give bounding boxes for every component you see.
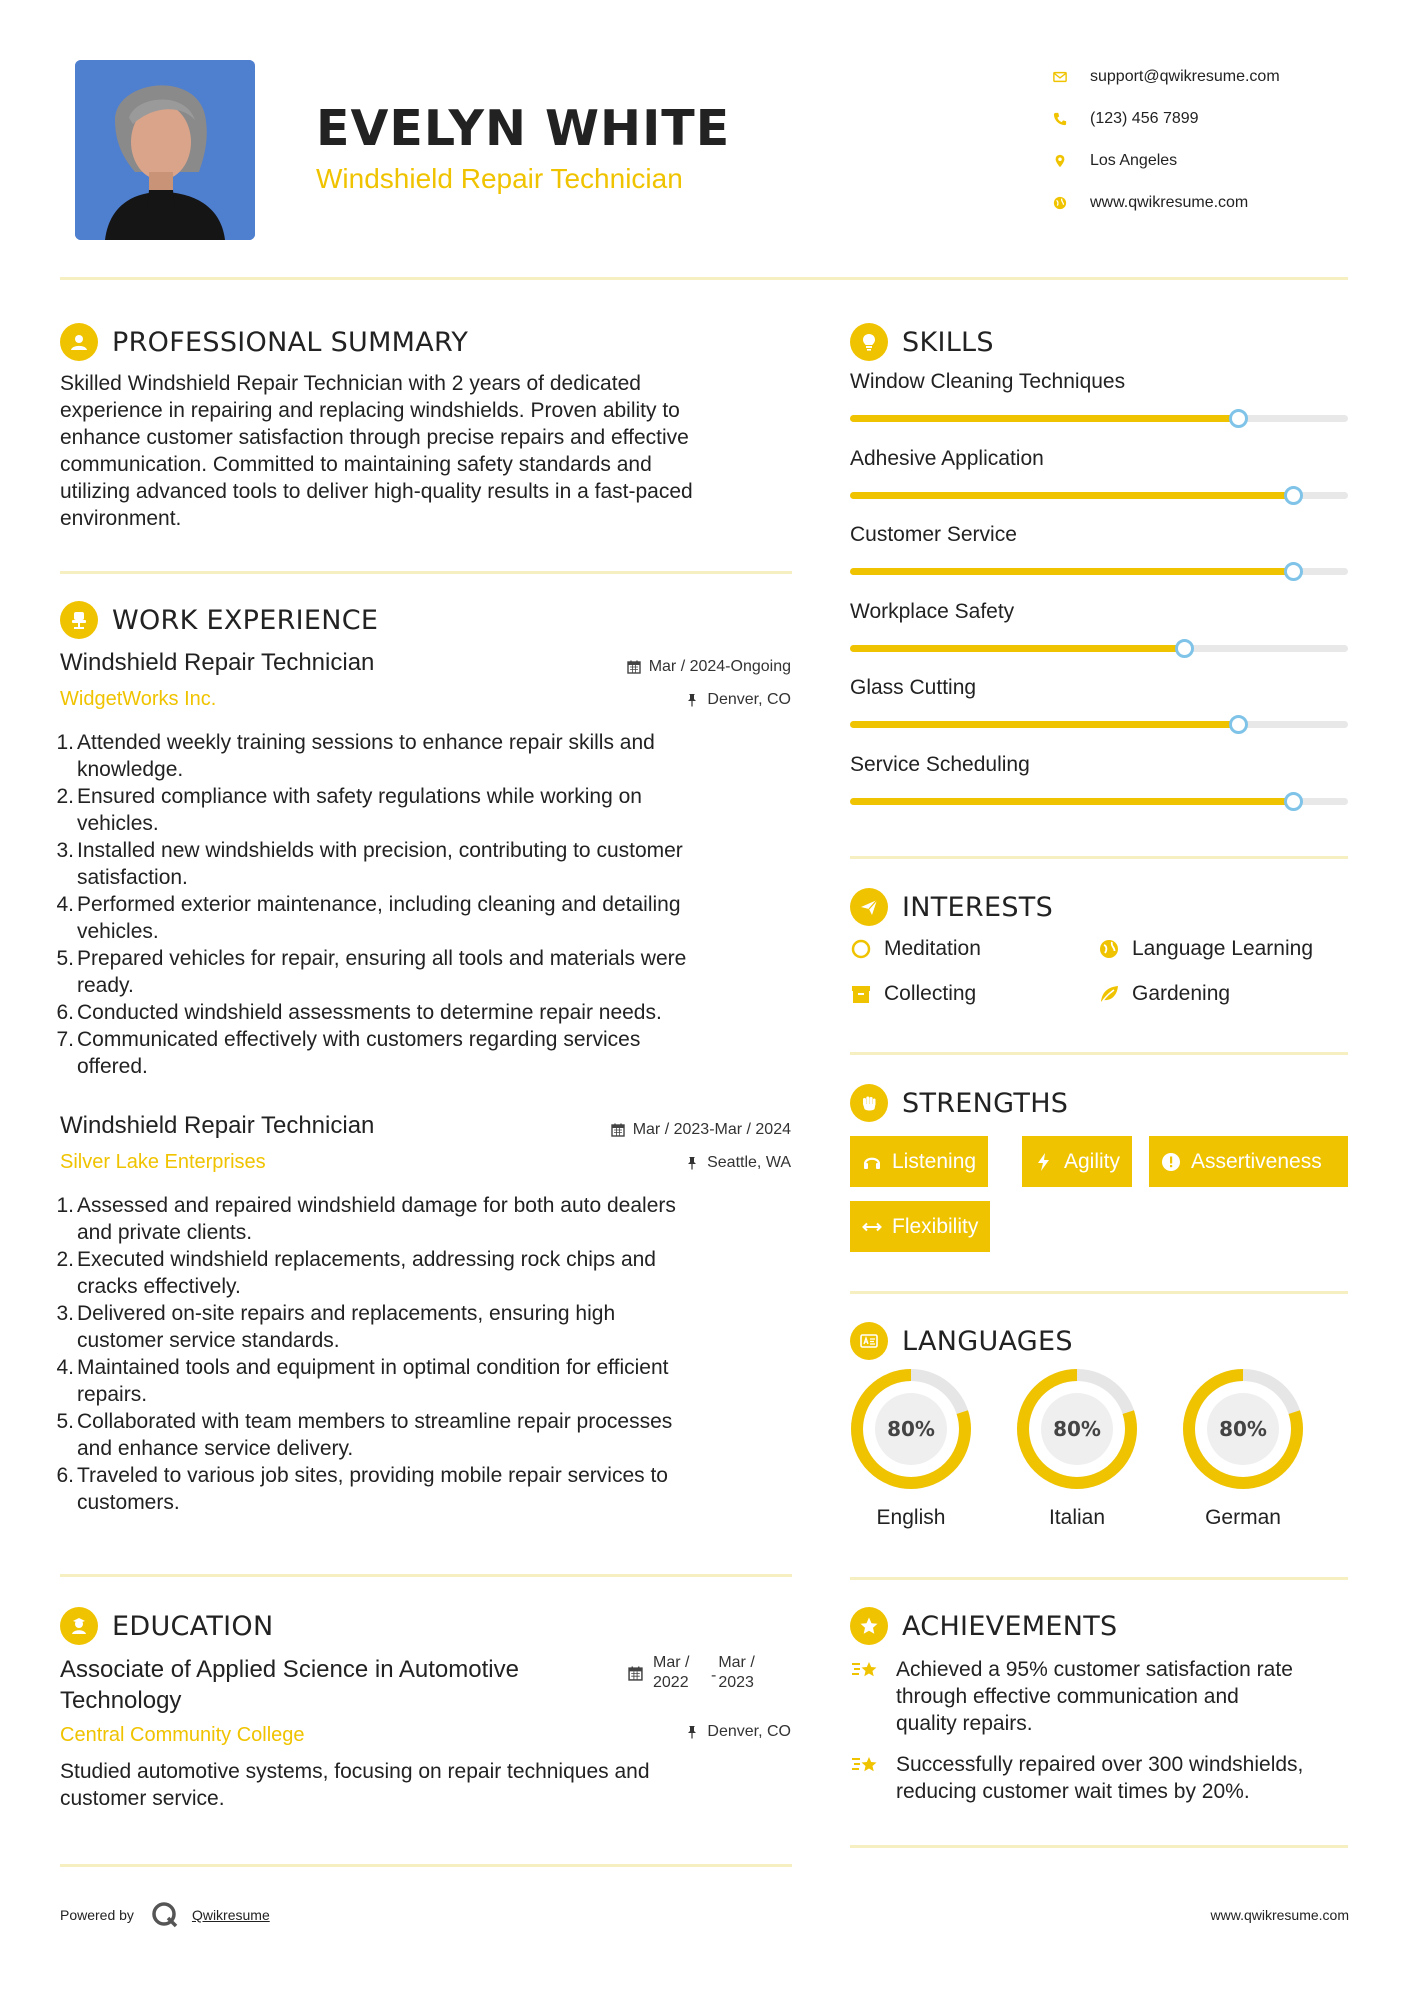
job-bullets [56,729,796,1080]
list-item: 1. Attended weekly training sessions to enhance repair skills and knowledge. [56,731,655,781]
lightning-icon [1034,1152,1054,1172]
exclamation-icon [1161,1152,1181,1172]
job-dates-text: Mar / 2023-Mar / 2024 [632,1121,791,1138]
summary-line: environment. [60,507,182,530]
list-item: 3. Delivered on-site repairs and replacements, ensuring high customer service standards. [56,1302,616,1352]
star-icon [850,1607,888,1645]
degree-line: Associate of Applied Science in Automotive [60,1656,519,1683]
header-divider [60,277,1348,280]
contact-email[interactable] [1050,56,1390,98]
brand-link[interactable]: Qwikresume [191,1907,270,1923]
skill-label: Customer Service [850,523,1017,546]
job-bullets [56,1192,796,1516]
candidate-title: Windshield Repair Technician [316,163,683,194]
interest-item: Gardening [1098,982,1230,1006]
contact-phone[interactable] [1050,98,1390,140]
candidate-name: EVELYN WHITE [316,100,731,157]
headphones-icon [862,1152,882,1172]
summary-line: communication. Committed to maintaining safety standards and [60,453,652,476]
calendar-icon [628,1666,643,1681]
office-chair-icon [60,601,98,639]
job-title: Windshield Repair Technician [60,1112,375,1139]
strength-badge: Agility [1022,1136,1132,1187]
summary-line: Skilled Windshield Repair Technician with 2 years of dedicated [60,372,641,395]
list-item: 7. Communicated effectively with customers regarding services offered. [56,1028,641,1078]
language-ring [1016,1368,1138,1490]
skill-level-fill [850,721,1238,728]
strength-badge: Listening [850,1136,988,1187]
strength-badge: Assertiveness [1149,1136,1348,1187]
list-item: 1. Assessed and repaired windshield damage for both auto dealers and private clients. [56,1194,676,1244]
contact-email-text: support@qwikresume.com [1090,68,1280,85]
interests-heading-text: INTERESTS [902,891,1054,923]
leaf-icon [1098,983,1120,1005]
language-name: German [1205,1506,1281,1529]
arrows-horizontal-icon [862,1217,882,1237]
summary-line: enhance customer satisfaction through precise repairs and effective [60,426,689,449]
language-card-icon [850,1322,888,1360]
education-heading [60,1607,273,1645]
profile-photo [75,60,255,240]
job-location [685,691,791,709]
skill-level-fill [850,645,1184,652]
skill-slider[interactable] [850,645,1348,652]
section-divider [850,856,1348,859]
section-divider [850,1577,1348,1580]
job-company: WidgetWorks Inc. [60,688,217,710]
skill-label: Service Scheduling [850,752,1030,776]
shooting-star-icon [850,1751,880,1781]
qwikresume-logo-icon [150,1900,180,1930]
degree-line: Technology [60,1687,182,1714]
education-dates [628,1653,766,1693]
graduate-icon [60,1607,98,1645]
list-item: 3. Installed new windshields with precision, contributing to customer satisfaction. [56,839,683,889]
education-location-text: Denver, CO [707,1723,791,1740]
skill-label: Glass Cutting [850,676,977,699]
circle-icon [850,938,872,960]
powered-by-text: Powered by [60,1907,134,1923]
job-location-text: Seattle, WA [707,1154,791,1171]
pushpin-icon [685,1725,699,1739]
skill-label: Adhesive Application [850,446,1044,470]
skill-slider-handle[interactable] [1284,792,1303,811]
skill-slider-handle[interactable] [1284,486,1303,505]
language-percent: 80% [1219,1417,1267,1441]
contact-list [1050,56,1390,224]
skills-heading-text: SKILLS [902,326,994,358]
skill-level-fill [850,415,1238,422]
list-item: 6. Traveled to various job sites, providing mobile repair services to customers. [56,1464,668,1514]
skills-heading [850,323,994,361]
email-icon [1050,70,1090,84]
contact-website-text: www.qwikresume.com [1090,194,1249,211]
pushpin-icon [685,1156,699,1170]
language-name: English [876,1506,946,1529]
section-divider [60,571,792,574]
strength-badge: Flexibility [850,1201,990,1252]
contact-website[interactable] [1050,182,1390,224]
education-start: Mar / 2022 [653,1654,690,1691]
footer-powered-by [60,1900,270,1930]
skill-slider-handle[interactable] [1175,639,1194,658]
education-description: Studied automotive systems, focusing on repair techniques and customer service. [60,1760,650,1810]
job-title: Windshield Repair Technician [60,649,375,676]
footer-url[interactable]: www.qwikresume.com [1210,1907,1349,1923]
job-company: Silver Lake Enterprises [60,1151,266,1173]
job-dates [627,658,791,676]
interests-heading [850,888,1053,926]
list-item: 2. Executed windshield replacements, addressing rock chips and cracks effectively. [56,1248,656,1298]
language-percent: 80% [887,1417,935,1441]
contact-location-text: Los Angeles [1090,152,1178,169]
skill-slider[interactable] [850,798,1348,805]
contact-phone-text: (123) 456 7899 [1090,110,1199,127]
job-location [685,1154,791,1172]
languages-heading-text: LANGUAGES [902,1325,1073,1357]
location-pin-icon [1050,154,1090,168]
pushpin-icon [685,693,699,707]
degree [60,1654,519,1716]
skill-level-fill [850,492,1293,499]
skill-level-fill [850,568,1293,575]
skill-level-fill [850,798,1293,805]
globe-icon [1050,196,1090,210]
summary-heading [60,323,468,361]
calendar-icon [627,660,641,674]
shooting-star-icon [850,1656,880,1686]
section-divider [60,1864,792,1867]
language-percent: 80% [1053,1417,1101,1441]
globe-icon [1098,938,1120,960]
lightbulb-icon [850,323,888,361]
summary-line: experience in repairing and replacing windshields. Proven ability to [60,399,680,422]
language-ring [1182,1368,1304,1490]
contact-location [1050,140,1390,182]
strengths-heading [850,1084,1068,1122]
summary-text [60,370,800,532]
skill-slider[interactable] [850,721,1348,728]
school-name: Central Community College [60,1724,305,1746]
education-date-separator: - [711,1667,717,1684]
strengths-heading-text: STRENGTHS [902,1087,1069,1119]
language-ring [850,1368,972,1490]
archive-box-icon [850,983,872,1005]
experience-heading-text: WORK EXPERIENCE [112,604,379,636]
list-item: 2. Ensured compliance with safety regulations while working on vehicles. [56,785,642,835]
skill-slider-handle[interactable] [1229,409,1248,428]
achievements-heading [850,1607,1118,1645]
paper-plane-icon [850,888,888,926]
section-divider [60,1574,792,1577]
language-name: Italian [1048,1506,1106,1529]
skill-label: Window Cleaning Techniques [850,370,1126,393]
interest-item: Language Learning [1098,937,1313,961]
list-item: 4. Maintained tools and equipment in optimal condition for efficient repairs. [56,1356,669,1406]
skill-slider[interactable] [850,415,1348,422]
achievement-item: Successfully repaired over 300 windshields, reducing customer wait times by 20%. [850,1751,1350,1805]
list-item: 6. Conducted windshield assessments to determine repair needs. [56,1001,662,1024]
languages-heading [850,1322,1073,1360]
skill-slider[interactable] [850,492,1348,499]
section-divider [850,1291,1348,1294]
skill-slider-handle[interactable] [1229,715,1248,734]
achievements-heading-text: ACHIEVEMENTS [902,1610,1118,1642]
experience-heading [60,601,378,639]
calendar-icon [611,1123,625,1137]
phone-icon [1050,112,1090,126]
list-item: 5. Collaborated with team members to streamline repair processes and enhance service delivery. [56,1410,673,1460]
list-item: 5. Prepared vehicles for repair, ensuring all tools and materials were ready. [56,947,687,997]
interest-item: Meditation [850,937,981,961]
summary-heading-text: PROFESSIONAL SUMMARY [112,326,469,358]
summary-line: utilizing advanced tools to deliver high-quality results in a fast-paced [60,480,693,503]
interest-item: Collecting [850,982,976,1006]
skill-label: Workplace Safety [850,599,1015,623]
job-location-text: Denver, CO [707,691,791,708]
job-dates [611,1121,791,1139]
user-icon [60,323,98,361]
section-divider [850,1845,1348,1848]
list-item: 4. Performed exterior maintenance, including cleaning and detailing vehicles. [56,893,681,943]
achievement-item: Achieved a 95% customer satisfaction rate through effective communication and quality repairs. [850,1656,1350,1737]
education-heading-text: EDUCATION [112,1610,274,1642]
section-divider [850,1052,1348,1055]
skill-slider-handle[interactable] [1284,562,1303,581]
job-dates-text: Mar / 2024-Ongoing [648,658,791,675]
education-end: Mar / 2023 [718,1654,755,1691]
skill-slider[interactable] [850,568,1348,575]
fist-icon [850,1084,888,1122]
education-location [685,1723,791,1741]
